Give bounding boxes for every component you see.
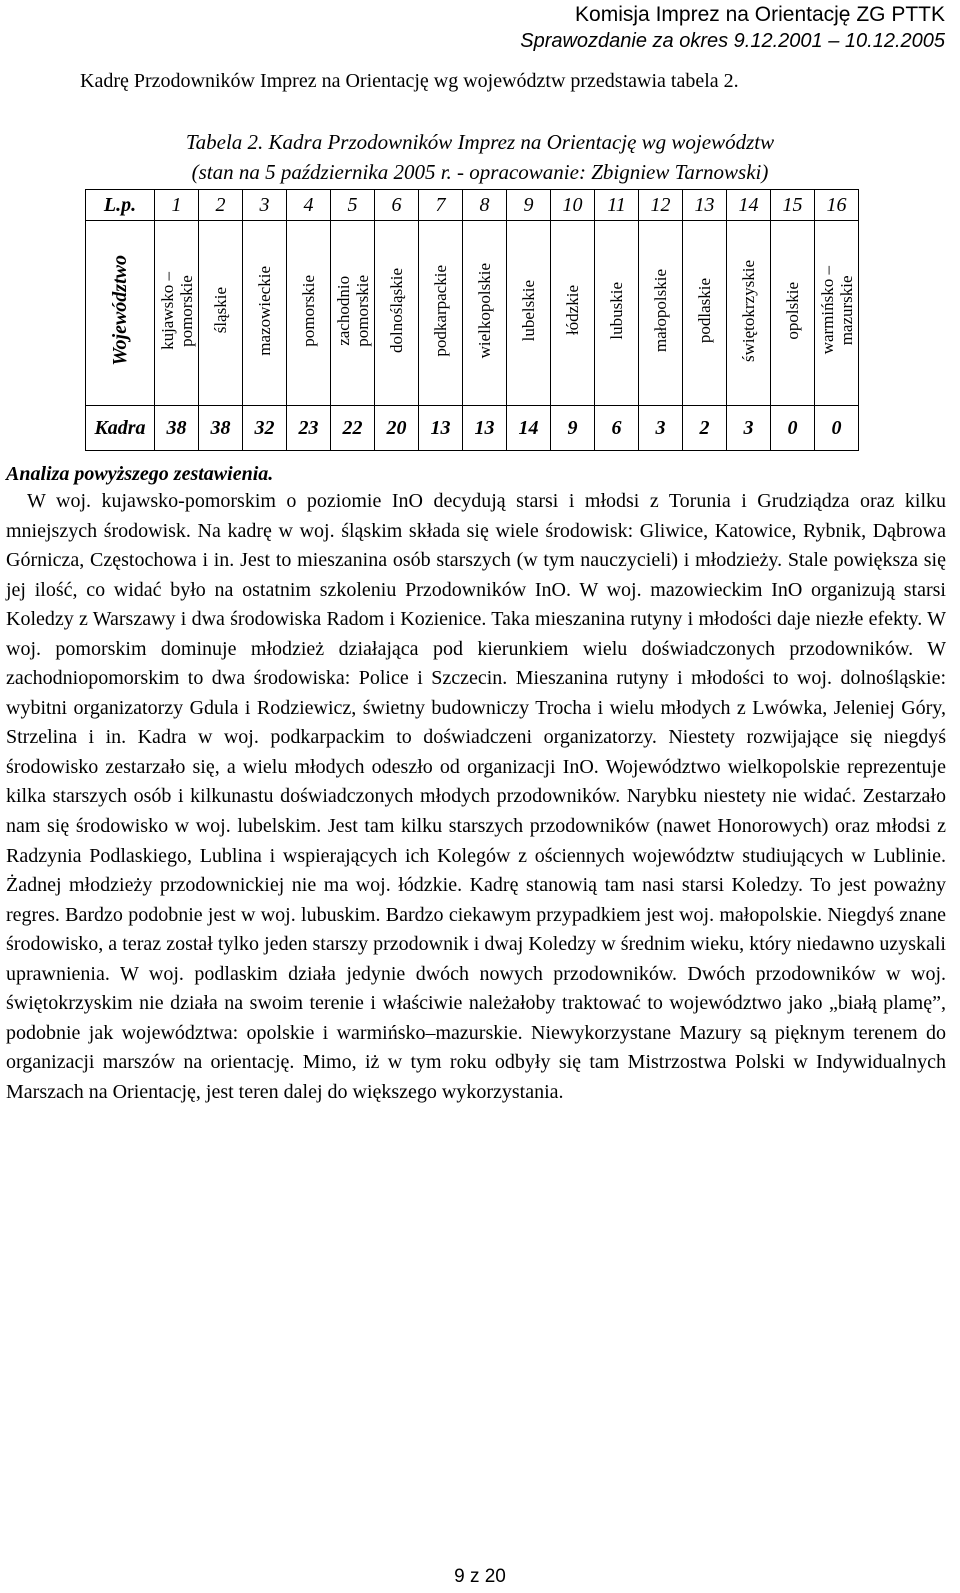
table-caption-subtitle: (stan na 5 października 2005 r. - opracowanie: Zbigniew Tarnowski): [191, 160, 769, 184]
region-cell: [683, 221, 727, 406]
cadre-value: 0: [815, 406, 859, 451]
region-cell: [463, 221, 507, 406]
page-number: 9 z 20: [454, 1566, 506, 1587]
region-cell: [507, 221, 551, 406]
lp-number: 13: [683, 190, 727, 221]
lp-number: 4: [287, 190, 331, 221]
region-name: podlaskie: [695, 277, 714, 344]
page-header: [520, 2, 945, 54]
cadre-value: 38: [199, 406, 243, 451]
cadre-value: 13: [419, 406, 463, 451]
cadre-value: 9: [551, 406, 595, 451]
cadre-label: Kadra: [86, 406, 155, 451]
region-cell: [155, 221, 199, 406]
cadre-value: 13: [463, 406, 507, 451]
cadre-value: 6: [595, 406, 639, 451]
region-name: warmińsko – mazurskie: [817, 266, 856, 355]
lp-number: 7: [419, 190, 463, 221]
region-name: pomorskie: [299, 274, 318, 347]
region-cell: [287, 221, 331, 406]
lp-row: [86, 190, 859, 221]
region-cell: [199, 221, 243, 406]
region-name: śląskie: [211, 287, 230, 334]
cadre-value: 0: [771, 406, 815, 451]
region-name: wielkopolskie: [475, 262, 494, 359]
region-label-cell: [86, 221, 155, 406]
region-row: [86, 221, 859, 406]
region-cell: [771, 221, 815, 406]
region-cell: [815, 221, 859, 406]
region-label: Województwo: [108, 255, 131, 366]
region-cell: [331, 221, 375, 406]
lp-number: 11: [595, 190, 639, 221]
cadre-value: 3: [727, 406, 771, 451]
lp-number: 15: [771, 190, 815, 221]
lp-number: 16: [815, 190, 859, 221]
lp-number: 10: [551, 190, 595, 221]
cadre-table: [85, 189, 859, 451]
table-caption-title: Tabela 2. Kadra Przodowników Imprez na Orientację wg województw: [185, 130, 775, 154]
lp-number: 12: [639, 190, 683, 221]
lp-number: 9: [507, 190, 551, 221]
region-name: świętokrzyskie: [739, 259, 758, 362]
region-name: kujawsko – pomorskie: [157, 271, 196, 350]
region-name: dolnośląskie: [387, 268, 406, 353]
lp-number: 5: [331, 190, 375, 221]
region-cell: [639, 221, 683, 406]
cadre-value: 14: [507, 406, 551, 451]
lp-number: 1: [155, 190, 199, 221]
region-name: łódzkie: [563, 285, 582, 336]
region-name: opolskie: [783, 281, 802, 340]
lp-number: 14: [727, 190, 771, 221]
cadre-value: 23: [287, 406, 331, 451]
lp-number: 2: [199, 190, 243, 221]
table-caption: [0, 127, 960, 187]
cadre-value: 3: [639, 406, 683, 451]
region-cell: [419, 221, 463, 406]
cadre-row: [86, 406, 859, 451]
region-cell: [243, 221, 287, 406]
cadre-value: 2: [683, 406, 727, 451]
region-name: małopolskie: [651, 268, 670, 353]
lp-number: 6: [375, 190, 419, 221]
cadre-value: 20: [375, 406, 419, 451]
region-name: zachodnio pomorskie: [333, 274, 372, 347]
region-cell: [595, 221, 639, 406]
region-name: podkarpackie: [431, 264, 450, 357]
cadre-value: 38: [155, 406, 199, 451]
header-period: Sprawozdanie za okres 9.12.2001 – 10.12.2005: [520, 30, 945, 52]
region-cell: [727, 221, 771, 406]
cadre-value: 22: [331, 406, 375, 451]
region-name: lubelskie: [519, 279, 538, 342]
intro-text: Kadrę Przodowników Imprez na Orientację wg województw przedstawia tabela 2.: [80, 70, 739, 92]
region-cell: [551, 221, 595, 406]
lp-label: L.p.: [86, 190, 155, 221]
lp-number: 3: [243, 190, 287, 221]
region-cell: [375, 221, 419, 406]
region-name: lubuskie: [607, 281, 626, 340]
analysis-body: W woj. kujawsko-pomorskim o poziomie InO decydują starsi i młodsi z Torunia i Grudziądza oraz kilku mniejszych środowisk. Na kadrę w woj. śląskim składa się wiele środowisk: Gliwice, Katowice, Rybnik, Dąbrowa Górnicza, Częstochowa i in. Jest to mieszanina osób starszych (w tym nauczycieli) i młodzieży. Stale powiększa się jej ilość, co widać było na ostatnim szkoleniu Przodowników InO. W woj. mazowieckim InO organizują starsi Koledzy z Warszawy i dwa środowiska Radom i Kozienice. Taka mieszanina rutyny i młodości daje niezłe efekty. W woj. pomorskim dominuje młodzież działająca pod kierunkiem wielu doświadczonych przodowników. W zachodniopomorskim to dwa środowiska: Police i Szczecin. Mieszanina rutyny i młodości to woj. dolnośląskie: wybitni organizatorzy Gdula i Rodziewicz, świetny budowniczy Trocha i wielu młodych z Lwówka, Jeleniej Góry, Strzelina i in. Kadra w woj. podkarpackim to doświadczeni organizatorzy. Niestety rozwijające się niegdyś środowisko zestarzało się, a wielu młodych odeszło od organizacji InO. Województwo wielkopolskie reprezentuje kilka starszych osób i kilkunastu doświadczonych młodych przodowników. Narybku niestety nie widać. Zestarzało nam się środowisko w woj. lubelskim. Jest tam kilku starszych przodowników (nawet Honorowych) oraz młodsi z Radzynia Podlaskiego, Lublina i wspierających ich Kolegów z ościennych województw studiujących w Lublinie. Żadnej młodzieży przodownickiej nie ma woj. łódzkie. Kadrę stanowią tam nasi starsi Koledzy. To jest poważny regres. Bardzo podobnie jest w woj. lubuskim. Bardzo ciekawym przypadkiem jest woj. małopolskie. Niegdyś znane środowisko, a teraz został tylko jeden starszy przodownik i dwaj Koledzy w średnim wieku, który niedawno uzyskali uprawnienia. W woj. podlaskim działa jedynie dwóch nowych przodowników. Dwóch przodowników w woj. świętokrzyskim nie działa na swoim terenie i właściwie należałoby traktować to województwo jako „białą plamę”, podobnie jak województwa: opolskie i warmińsko–mazurskie. Niewykorzystane Mazury są pięknym terenem do organizacji marszów na orientację. Mimo, iż w tym roku odbyły się tam Mistrzostwa Polski w Indywidualnych Marszach na Orientację, jest teren dalej do większego wykorzystania.: [6, 490, 946, 1103]
lp-number: 8: [463, 190, 507, 221]
cadre-value: 32: [243, 406, 287, 451]
region-name: mazowieckie: [255, 265, 274, 356]
analysis-title: Analiza powyższego zestawienia.: [6, 463, 274, 485]
header-organization: Komisja Imprez na Orientację ZG PTTK: [575, 3, 945, 26]
